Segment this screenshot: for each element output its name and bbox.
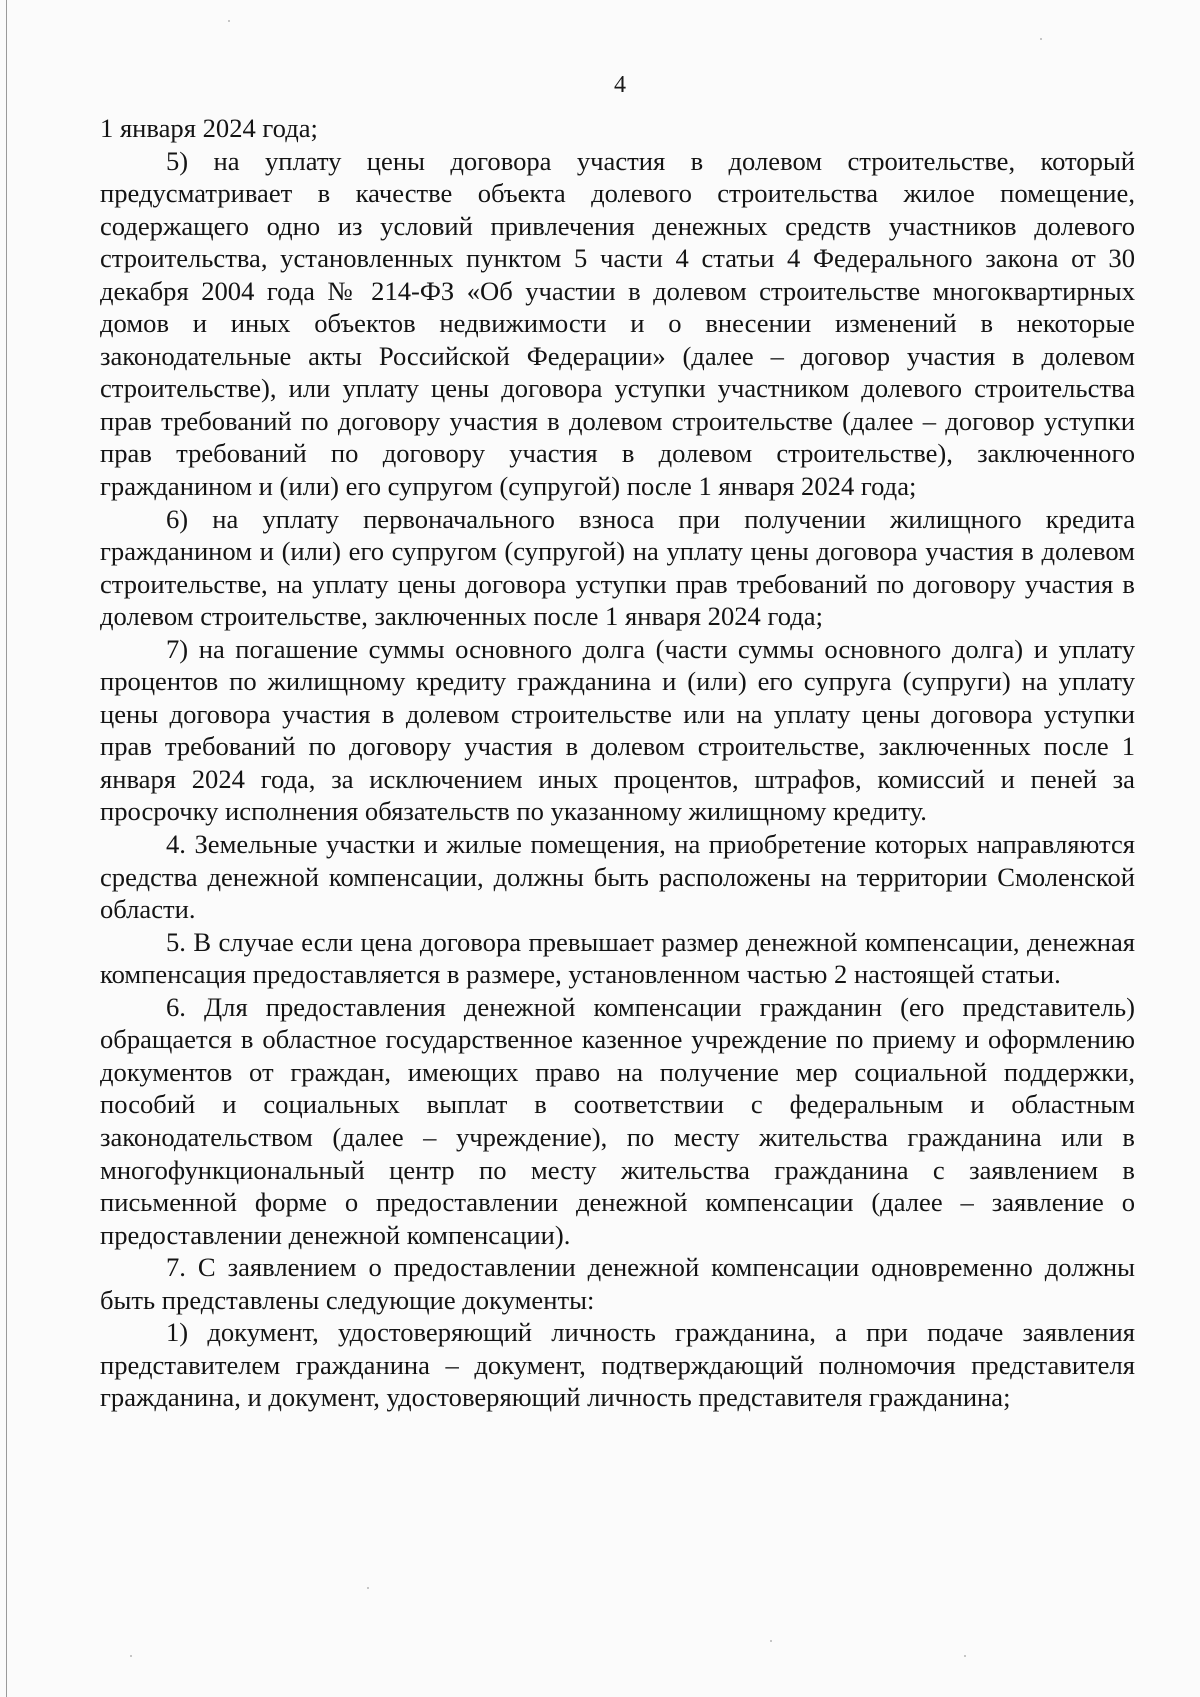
scan-speck xyxy=(770,1640,772,1642)
page-number: 4 xyxy=(614,72,626,98)
scan-speck xyxy=(1040,38,1042,40)
paragraph-item-6: 6) на уплату первоначального взноса при получении жилищного кредита гражданином и (или) его супругом (супругой) на уплату цены договора участия в долевом строительстве, на уплату цены договора уступки прав требований по договору участия в долевом строительстве, заключенных после 1 января 2024 года; xyxy=(100,503,1135,632)
scan-edge-line xyxy=(6,0,7,1697)
paragraph-doc-item-1: 1) документ, удостоверяющий личность гражданина, а при подаче заявления представителем гражданина – документ, подтверждающий полномочия представителя гражданина, и документ, удостоверяющий личность представителя гражданина; xyxy=(100,1317,1135,1413)
document-body xyxy=(100,112,1135,1414)
paragraph-section-7: 7. С заявлением о предоставлении денежной компенсации одновременно должны быть представлены следующие документы: xyxy=(100,1252,1135,1315)
paragraph-continuation: 1 января 2024 года; xyxy=(100,113,318,143)
scan-speck xyxy=(228,20,230,22)
paragraph-section-4: 4. Земельные участки и жилые помещения, на приобретение которых направляются средства денежной компенсации, должны быть расположены на территории Смоленской области. xyxy=(100,829,1135,925)
paragraph-item-7: 7) на погашение суммы основного долга (части суммы основного долга) и уплату процентов по жилищному кредиту гражданина и (или) его супруга (супруги) на уплату цены договора участия в долевом строительстве или на уплату цены договора уступки прав требований по договору участия в долевом строительстве, заключенных после 1 января 2024 года, за исключением иных процентов, штрафов, комиссий и пеней за просрочку исполнения обязательств по указанному жилищному кредиту. xyxy=(100,633,1135,827)
paragraph-section-5: 5. В случае если цена договора превышает размер денежной компенсации, денежная компенсация предоставляется в размере, установленном частью 2 настоящей статьи. xyxy=(100,926,1135,990)
scan-speck xyxy=(367,1587,369,1589)
paragraph-section-6: 6. Для предоставления денежной компенсации гражданин (его представитель) обращается в областное государственное казенное учреждение по приему и оформлению документов от граждан, имеющих право на получение мер социальной поддержки, пособий и социальных выплат в соответствии с федеральным и областным законодательством (далее – учреждение), по месту жительства гражданина или в многофункциональный центр по месту жительства гражданина с заявлением в письменной форме о предоставлении денежной компенсации (далее – заявление о предоставлении денежной компенсации). xyxy=(100,991,1135,1250)
scan-speck xyxy=(964,1655,966,1657)
scan-speck xyxy=(130,1655,132,1657)
paragraph-item-5: 5) на уплату цены договора участия в долевом строительстве, который предусматривает в качестве объекта долевого строительства жилое помещение, содержащего одно из условий привлечения денежных средств участников долевого строительства, установленных пунктом 5 части 4 статьи 4 Федерального закона от 30 декабря 2004 года № 214-ФЗ «Об участии в долевом строительстве многоквартирных домов и иных объектов недвижимости и о внесении изменений в некоторые законодательные акты Российской Федерации» (далее – договор участия в долевом строительстве), или уплату цены договора уступки участником долевого строительства прав требований по договору участия в долевом строительстве (далее – договор уступки прав требований по договору участия в долевом строительстве), заключенного гражданином и (или) его супругом (супругой) после 1 января 2024 года; xyxy=(100,145,1135,502)
